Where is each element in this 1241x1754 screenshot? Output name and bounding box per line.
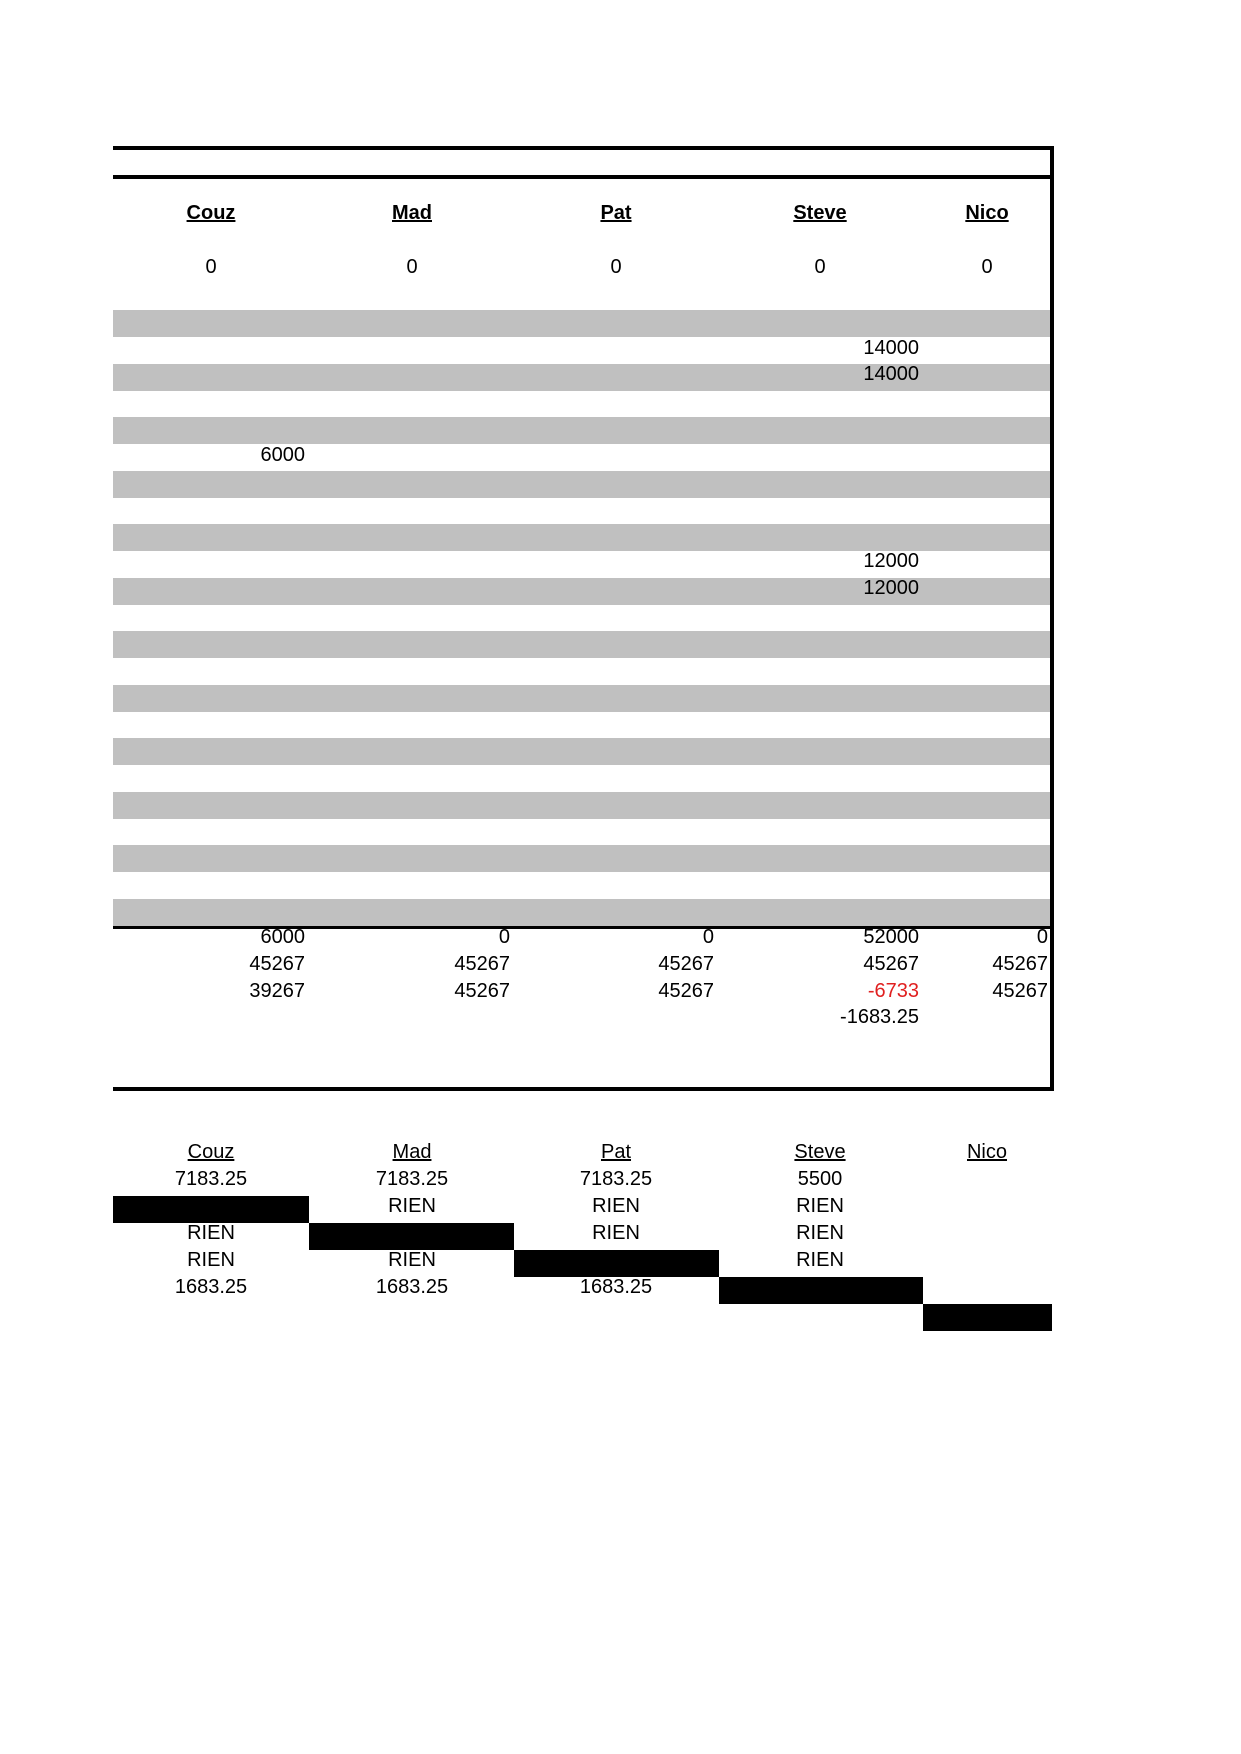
diagonal-block-pat bbox=[514, 1250, 719, 1277]
settlement-header-couz: Couz bbox=[187, 1141, 235, 1163]
settlement-cell: RIEN bbox=[187, 1222, 235, 1244]
row-band bbox=[113, 845, 1050, 872]
settlement-cell: RIEN bbox=[796, 1195, 844, 1217]
settlement-cell: 1683.25 bbox=[375, 1276, 449, 1298]
settlement-cell: 7183.25 bbox=[375, 1168, 449, 1190]
row-band bbox=[113, 471, 1050, 498]
table-top-border bbox=[113, 146, 1054, 150]
total-share-steve: 45267 bbox=[863, 953, 919, 975]
settlement-header-mad: Mad bbox=[392, 1141, 432, 1163]
total-sum-pat: 0 bbox=[702, 926, 714, 948]
diagonal-block-couz bbox=[113, 1196, 309, 1223]
column-header-nico: Nico bbox=[965, 202, 1009, 224]
row-band bbox=[113, 899, 1050, 926]
column-header-mad: Mad bbox=[392, 202, 432, 224]
column-header-couz: Couz bbox=[186, 202, 236, 224]
settlement-header-pat: Pat bbox=[600, 1141, 632, 1163]
settlement-header-nico: Nico bbox=[966, 1141, 1008, 1163]
settlement-cell: 7183.25 bbox=[174, 1168, 248, 1190]
extra-steve: -1683.25 bbox=[840, 1006, 919, 1028]
row-band bbox=[113, 631, 1050, 658]
balance-nico: 45267 bbox=[992, 980, 1048, 1002]
entry-steve-row2: 14000 bbox=[863, 363, 919, 385]
settlement-header-steve: Steve bbox=[794, 1141, 846, 1163]
entry-steve-row1: 14000 bbox=[863, 337, 919, 359]
balance-steve: -6733 bbox=[867, 980, 919, 1002]
settlement-cell: 5500 bbox=[797, 1168, 843, 1190]
total-sum-steve: 52000 bbox=[863, 926, 919, 948]
row-band bbox=[113, 685, 1050, 712]
settlement-cell: RIEN bbox=[592, 1222, 640, 1244]
balance-mad: 45267 bbox=[454, 980, 510, 1002]
diagonal-block-nico bbox=[923, 1304, 1052, 1331]
table-header-divider bbox=[113, 175, 1054, 179]
table-right-border bbox=[1050, 146, 1054, 1091]
total-share-mad: 45267 bbox=[454, 953, 510, 975]
total-share-nico: 45267 bbox=[992, 953, 1048, 975]
settlement-cell: RIEN bbox=[592, 1195, 640, 1217]
table-bottom-border bbox=[113, 1087, 1054, 1091]
total-sum-mad: 0 bbox=[498, 926, 510, 948]
entry-couz-row5: 6000 bbox=[260, 444, 305, 466]
settlement-cell: 1683.25 bbox=[579, 1276, 653, 1298]
initial-value-mad: 0 bbox=[406, 256, 418, 278]
settlement-cell: RIEN bbox=[187, 1249, 235, 1271]
diagonal-block-mad bbox=[309, 1223, 514, 1250]
settlement-cell: 1683.25 bbox=[174, 1276, 248, 1298]
row-band bbox=[113, 310, 1050, 337]
column-header-steve: Steve bbox=[793, 202, 847, 224]
initial-value-pat: 0 bbox=[610, 256, 622, 278]
total-sum-nico: 0 bbox=[1036, 926, 1048, 948]
total-share-pat: 45267 bbox=[658, 953, 714, 975]
row-band bbox=[113, 417, 1050, 444]
column-header-pat: Pat bbox=[600, 202, 632, 224]
diagonal-block-steve bbox=[719, 1277, 923, 1304]
total-share-couz: 45267 bbox=[249, 953, 305, 975]
entry-steve-row9: 12000 bbox=[863, 550, 919, 572]
initial-value-nico: 0 bbox=[981, 256, 993, 278]
row-band bbox=[113, 524, 1050, 551]
row-band bbox=[113, 738, 1050, 765]
initial-value-couz: 0 bbox=[205, 256, 217, 278]
row-band bbox=[113, 792, 1050, 819]
settlement-cell: RIEN bbox=[388, 1249, 436, 1271]
balance-couz: 39267 bbox=[249, 980, 305, 1002]
balance-pat: 45267 bbox=[658, 980, 714, 1002]
entry-steve-row10: 12000 bbox=[863, 577, 919, 599]
settlement-cell: RIEN bbox=[796, 1222, 844, 1244]
settlement-cell: RIEN bbox=[388, 1195, 436, 1217]
initial-value-steve: 0 bbox=[814, 256, 826, 278]
total-sum-couz: 6000 bbox=[260, 926, 305, 948]
settlement-cell: 7183.25 bbox=[579, 1168, 653, 1190]
settlement-cell: RIEN bbox=[796, 1249, 844, 1271]
